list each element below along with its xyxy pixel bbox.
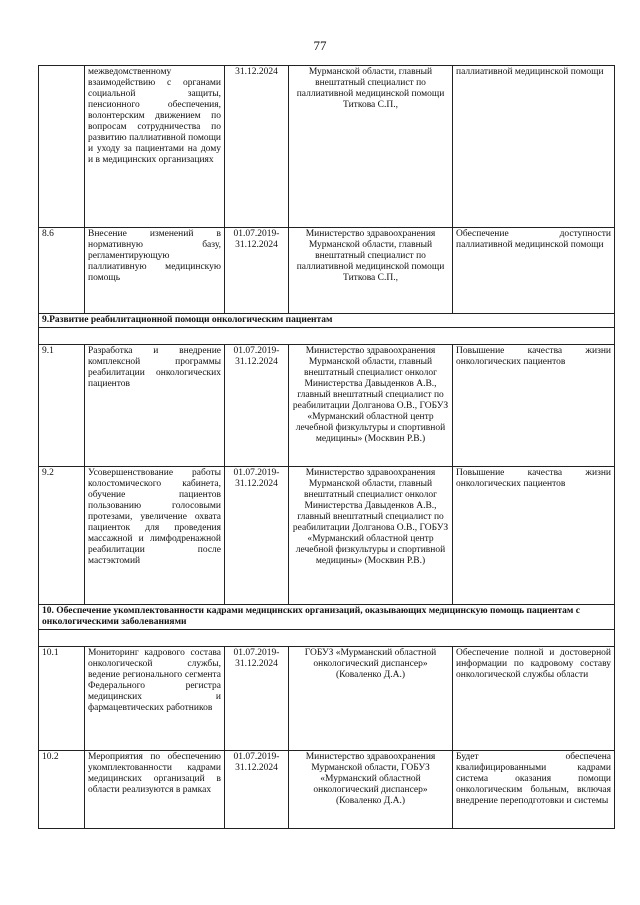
section-title: 9.Развитие реабилитационной помощи онкологическим пациентам: [39, 314, 615, 328]
section-title: 10. Обеспечение укомплектованности кадрами медицинских организаций, оказывающих медицинскую помощь пациентам с онкологическими заболеваниями: [39, 605, 615, 630]
action-plan-table: [38, 65, 615, 829]
activity-name: Усовершенствование работы колостомического кабинета, обучение пациентов пользованию голосовыми протезами, увеличение охвата пациенток для проведения массажной и лимфодренажной реабилитации после мастэктомий: [85, 467, 225, 605]
expected-result: паллиативной медицинской помощи: [453, 66, 615, 228]
row-number: 10.1: [39, 647, 85, 751]
row-number: 8.6: [39, 228, 85, 314]
responsible-executor: Министерство здравоохранения Мурманской области, главный внештатный специалист онколог Министерства Давыденков А.В., главный внештатный специалист по реабилитации Долганова О.В., ГОБУЗ «Мурманский областной центр лечебной физкультуры и спортивной медицины» (Москвин Р.В.): [289, 467, 453, 605]
activity-dates: 01.07.2019-31.12.2024: [225, 345, 289, 467]
activity-dates: 01.07.2019-31.12.2024: [225, 467, 289, 605]
activity-name: Внесение изменений в нормативную базу, регламентирующую паллиативную медицинскую помощь: [85, 228, 225, 314]
row-number: [39, 66, 85, 228]
activity-dates: 01.07.2019-31.12.2024: [225, 751, 289, 829]
expected-result: Будет обеспечена квалифицированными кадрами система оказания помощи онкологическим больным, включая внедрение переподготовки и системы: [453, 751, 615, 829]
activity-name: Мониторинг кадрового состава онкологической службы, ведение регионального сегмента Федерального регистра медицинских и фармацевтических работников: [85, 647, 225, 751]
row-number: 9.1: [39, 345, 85, 467]
responsible-executor: Министерство здравоохранения Мурманской области, главный внештатный специалист по паллиативной медицинской помощи Титкова С.П.,: [289, 228, 453, 314]
table-row: [39, 228, 615, 314]
activity-dates: 01.07.2019-31.12.2024: [225, 228, 289, 314]
table-row: [39, 467, 615, 605]
row-number: 10.2: [39, 751, 85, 829]
table-row: [39, 751, 615, 829]
activity-name: Мероприятия по обеспечению укомплектованности кадрами медицинских организаций в области реализуются в рамках: [85, 751, 225, 829]
activity-dates: 31.12.2024: [225, 66, 289, 228]
responsible-executor: Министерство здравоохранения Мурманской области, ГОБУЗ «Мурманский областной онкологический диспансер» (Коваленко Д.А.): [289, 751, 453, 829]
expected-result: Повышение качества жизни онкологических пациентов: [453, 467, 615, 605]
responsible-executor: ГОБУЗ «Мурманский областной онкологический диспансер» (Коваленко Д.А.): [289, 647, 453, 751]
table-row: [39, 66, 615, 228]
activity-dates: 01.07.2019-31.12.2024: [225, 647, 289, 751]
activity-name: межведомственному взаимодействию с органами социальной защиты, пенсионного обеспечения, волонтерским движением по вопросам сотрудничества по развитию паллиативной помощи и уходу за пациентами на дому и в медицинских организациях: [85, 66, 225, 228]
responsible-executor: Министерство здравоохранения Мурманской области, главный внештатный специалист онколог Министерства Давыденков А.В., главный внештатный специалист по реабилитации Долганова О.В., ГОБУЗ «Мурманский областной центр лечебной физкультуры и спортивной медицины» (Москвин Р.В.): [289, 345, 453, 467]
table-row: [39, 647, 615, 751]
activity-name: Разработка и внедрение комплексной программы реабилитации онкологических пациентов: [85, 345, 225, 467]
section-spacer: [39, 630, 615, 647]
expected-result: Повышение качества жизни онкологических пациентов: [453, 345, 615, 467]
section-header: [39, 314, 615, 328]
section-header: [39, 605, 615, 630]
expected-result: Обеспечение полной и достоверной информации по кадровому составу онкологической службы области: [453, 647, 615, 751]
table-row: [39, 345, 615, 467]
page-number: 77: [313, 38, 327, 53]
section-spacer: [39, 328, 615, 345]
row-number: 9.2: [39, 467, 85, 605]
expected-result: Обеспечение доступности паллиативной медицинской помощи: [453, 228, 615, 314]
responsible-executor: Мурманской области, главный внештатный специалист по паллиативной медицинской помощи Титкова С.П.,: [289, 66, 453, 228]
